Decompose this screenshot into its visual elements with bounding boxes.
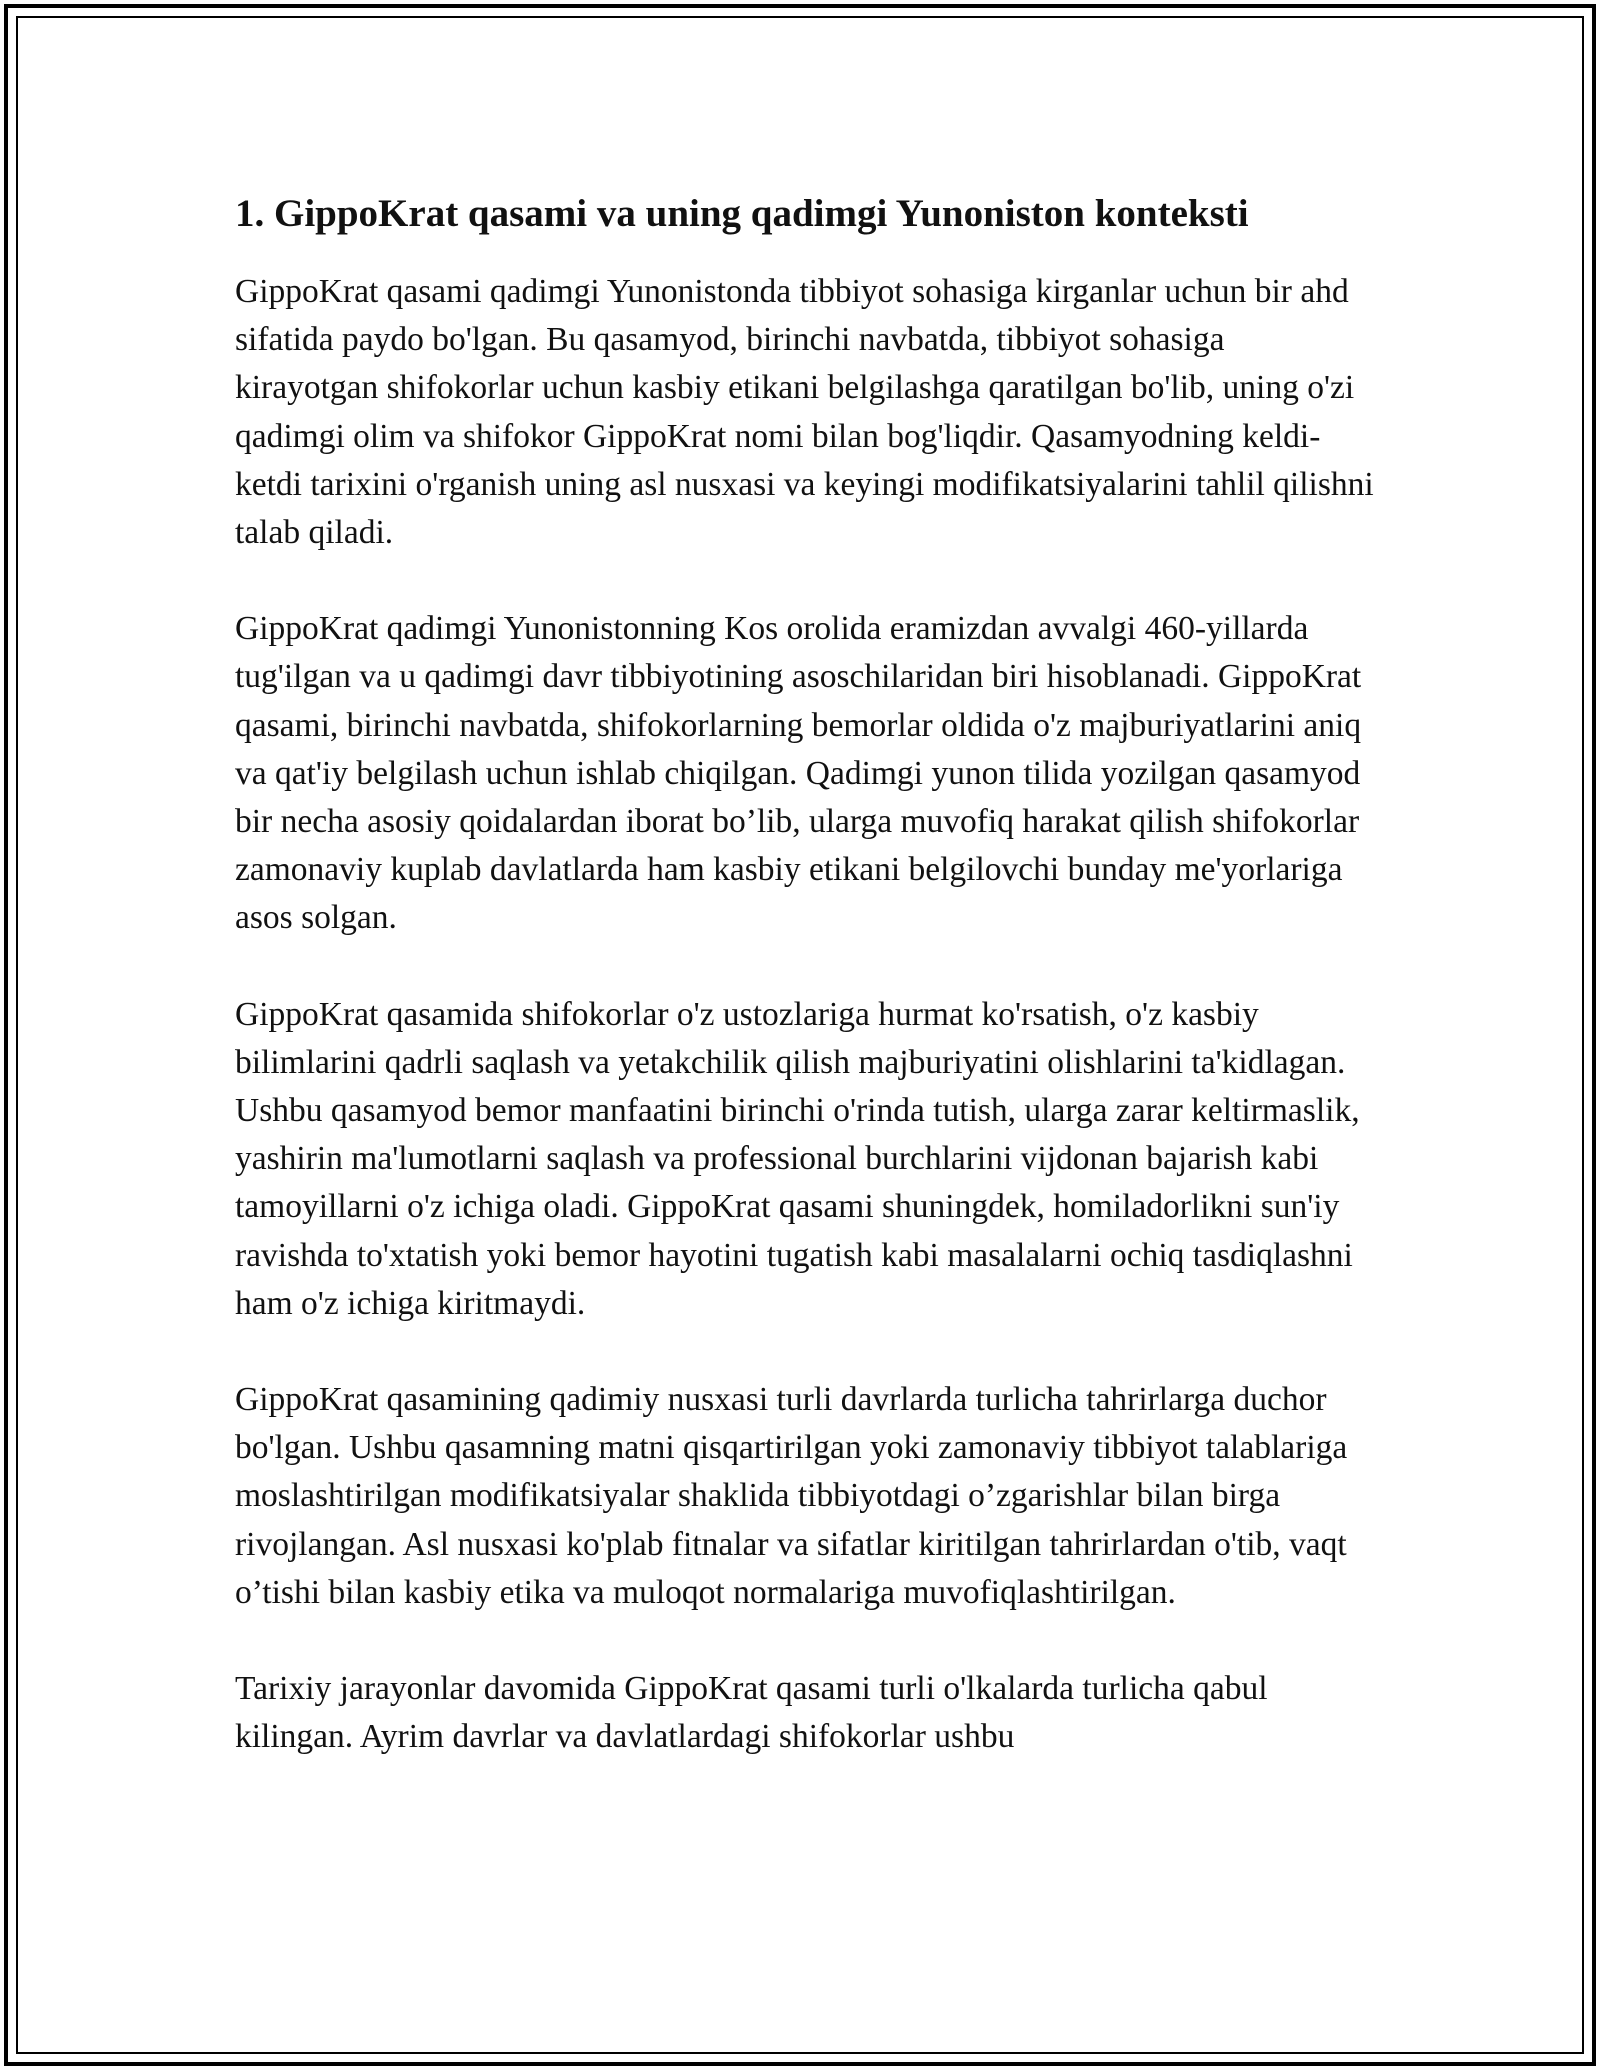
- paragraph-2: GippoKrat qadimgi Yunonistonning Kos orolida eramizdan avvalgi 460-yillarda tug'ilgan va u qadimgi davr tibbiyotining asoschilaridan biri hisoblanadi. GippoKrat qasami, birinchi navbatda, shifokorlarning bemorlar oldida o'z majburiyatlarini aniq va qat'iy belgilash uchun ishlab chiqilgan. Qadimgi yunon tilida yozilgan qasamyod bir necha asosiy qoidalardan iborat bo’lib, ularga muvofiq harakat qilish shifokorlar zamonaviy kuplab davlatlarda ham kasbiy etikani belgilovchi bunday me'yorlariga asos solgan.: [235, 610, 1362, 937]
- paragraph-4: GippoKrat qasamining qadimiy nusxasi turli davrlarda turlicha tahrirlarga duchor bo'lgan. Ushbu qasamning matni qisqartirilgan yoki zamonaviy tibbiyot talablariga moslashtirilgan modifikatsiyalar shaklida tibbiyotdagi o’zgarishlar bilan birga rivojlangan. Asl nusxasi ko'plab fitnalar va sifatlar kiritilgan tahrirlardan o'tib, vaqt o’tishi bilan kasbiy etika va muloqot normalariga muvofiqlashtirilgan.: [235, 1381, 1348, 1611]
- paragraph-1: GippoKrat qasami qadimgi Yunonistonda tibbiyot sohasiga kirganlar uchun bir ahd sifatida paydo bo'lgan. Bu qasamyod, birinchi navbatda, tibbiyot sohasiga kirayotgan shifokorlar uchun kasbiy etikani belgilashga qaratilgan bo'lib, uning o'zi qadimgi olim va shifokor GippoKrat nomi bilan bog'liqdir. Qasamyodning keldi-ketdi tarixini o'rganish uning asl nusxasi va keyingi modifikatsiyalarini tahlil qilishni talab qiladi.: [235, 273, 1374, 552]
- paragraph-5: Tarixiy jarayonlar davomida GippoKrat qasami turli o'lkalarda turlicha qabul kilingan. Ayrim davrlar va davlatlardagi shifokorlar ushbu: [235, 1670, 1268, 1756]
- document-body: [235, 188, 1375, 1809]
- paragraph-3: GippoKrat qasamida shifokorlar o'z ustozlariga hurmat ko'rsatish, o'z kasbiy bilimlarini qadrli saqlash va yetakchilik qilish majburiyatini olishlarini ta'kidlagan. Ushbu qasamyod bemor manfaatini birinchi o'rinda tutish, ularga zarar keltirmaslik, yashirin ma'lumotlarni saqlash va professional burchlarini vijdonan bajarish kabi tamoyillarni o'z ichiga oladi. GippoKrat qasami shuningdek, homiladorlikni sun'iy ravishda to'xtatish yoki bemor hayotini tugatish kabi masalalarni ochiq tasdiqlashni ham o'z ichiga kiritmaydi.: [235, 995, 1360, 1322]
- section-heading: 1. GippoKrat qasami va uning qadimgi Yunoniston konteksti: [235, 192, 1249, 235]
